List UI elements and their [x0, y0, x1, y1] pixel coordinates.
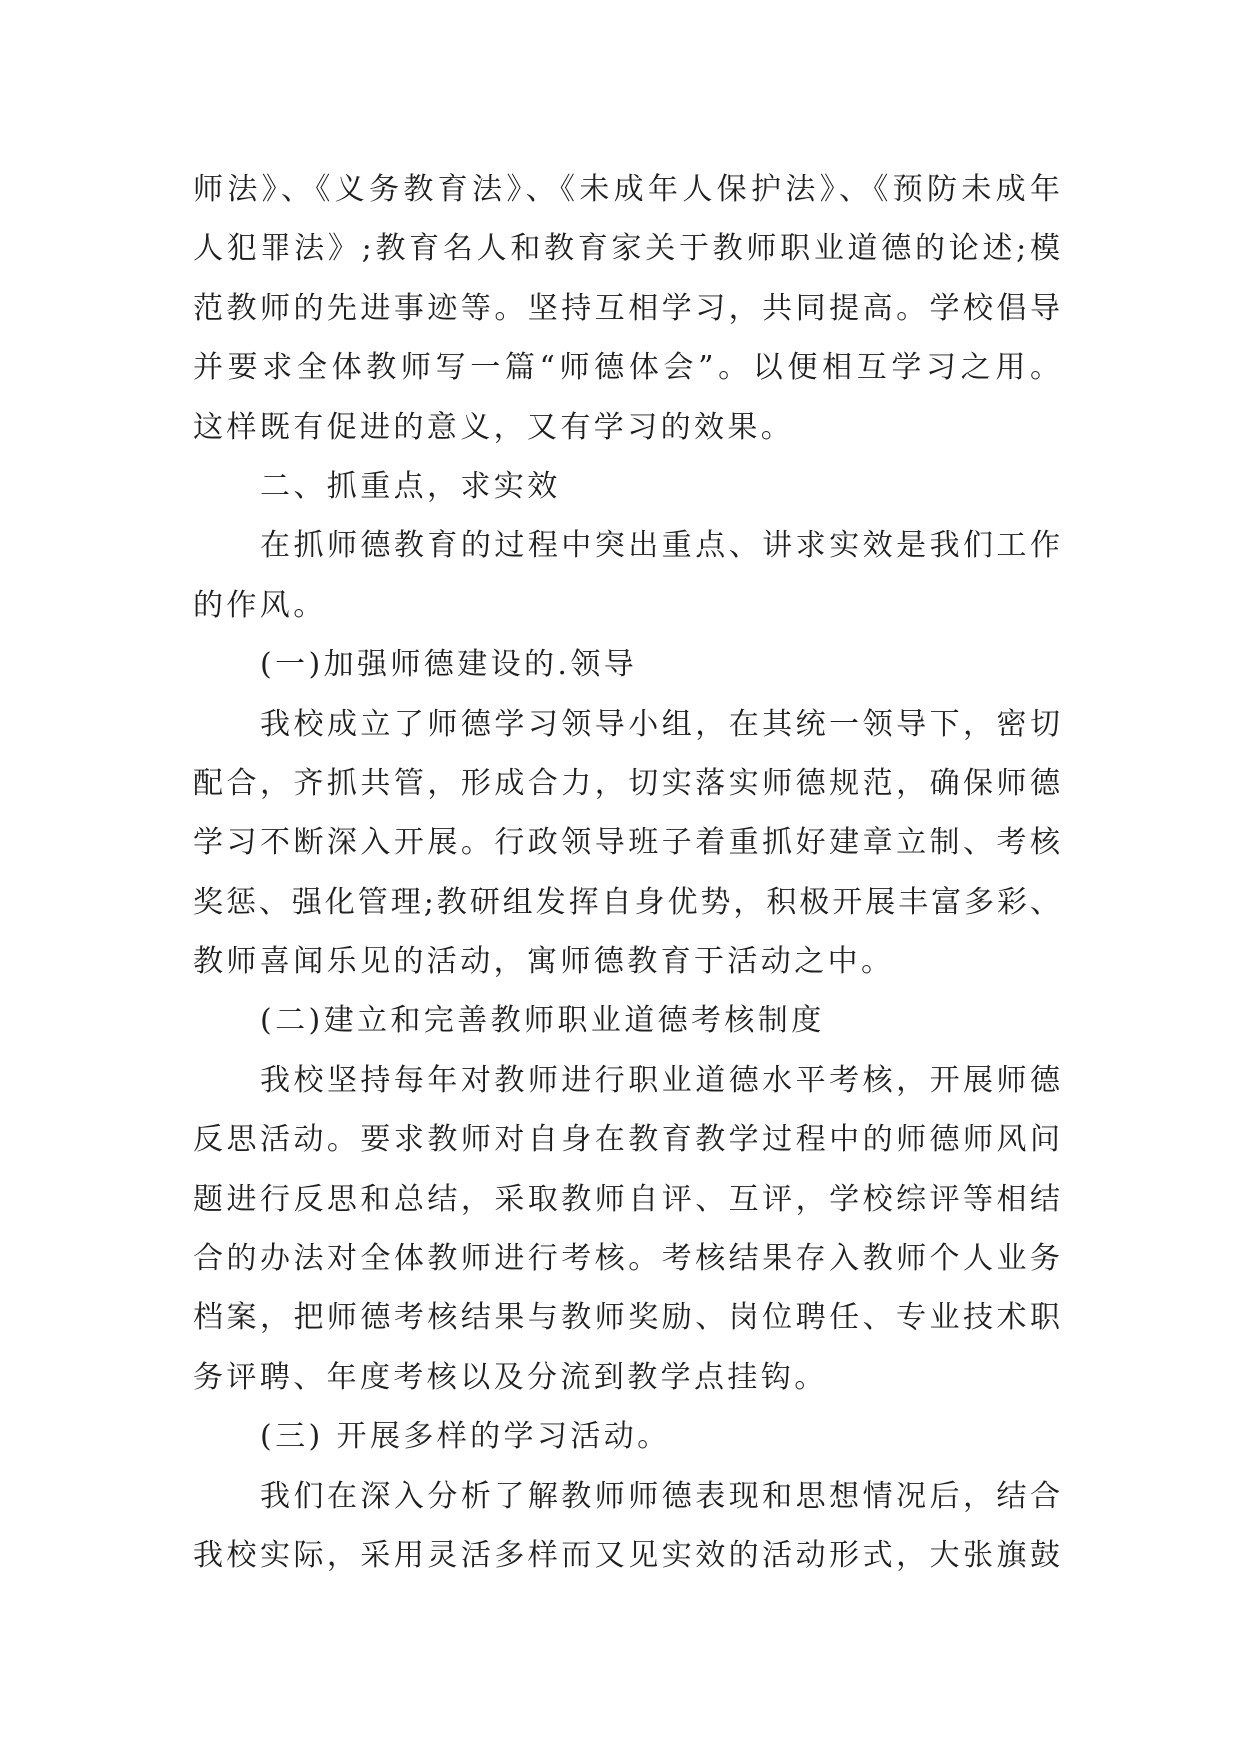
text-line: 题进行反思和总结，采取教师自评、互评，学校综评等相结: [193, 1181, 1060, 1217]
text-line: 的作风。: [193, 587, 327, 623]
paragraph: [193, 695, 1060, 992]
text-line: 人犯罪法》;教育名人和教育家关于教师职业道德的论述;模: [193, 231, 1060, 267]
section-heading-2: [193, 457, 1060, 516]
heading-line: (一)加强师德建设的.领导: [260, 647, 638, 683]
text-line: 在抓师德教育的过程中突出重点、讲求实效是我们工作: [260, 528, 1060, 564]
text-line: 合的办法对全体教师进行考核。考核结果存入教师个人业务: [193, 1241, 1060, 1277]
heading-line: (三) 开展多样的学习活动。: [260, 1419, 671, 1455]
paragraph: [193, 516, 1060, 635]
text-line: 范教师的先进事迹等。坚持互相学习，共同提高。学校倡导: [193, 290, 1060, 326]
text-line: 教师喜闻乐见的活动，寓师德教育于活动之中。: [193, 944, 895, 980]
text-line: 档案，把师德考核结果与教师奖励、岗位聘任、专业技术职: [193, 1300, 1060, 1336]
text-line: 奖惩、强化管理;教研组发挥自身优势，积极开展丰富多彩、: [193, 884, 1060, 920]
heading-line: (二)建立和完善教师职业道德考核制度: [260, 1003, 825, 1039]
subsection-heading-2: [193, 991, 1060, 1050]
text-line: 师法》、《义务教育法》、《未成年人保护法》、《预防未成年: [193, 172, 1060, 207]
text-line: 我校坚持每年对教师进行职业道德水平考核，开展师德: [260, 1062, 1060, 1098]
subsection-heading-3: [193, 1407, 1060, 1466]
paragraph-continuation: [193, 160, 1060, 457]
text-line: 配合，齐抓共管，形成合力，切实落实师德规范，确保师德: [193, 765, 1060, 801]
text-line: 我校实际，采用灵活多样而又见实效的活动形式，大张旗鼓: [193, 1537, 1060, 1573]
document-body: [193, 160, 1060, 1585]
text-line: 我们在深入分析了解教师师德表现和思想情况后，结合: [260, 1478, 1060, 1514]
text-line: 务评聘、年度考核以及分流到教学点挂钩。: [193, 1359, 828, 1395]
text-line: 并要求全体教师写一篇“师德体会”。以便相互学习之用。: [193, 350, 1060, 386]
text-line: 这样既有促进的意义，又有学习的效果。: [193, 409, 795, 445]
paragraph: [193, 1467, 1060, 1586]
text-line: 我校成立了师德学习领导小组，在其统一领导下，密切: [260, 706, 1060, 742]
text-line: 学习不断深入开展。行政领导班子着重抓好建章立制、考核: [193, 825, 1060, 861]
paragraph: [193, 1051, 1060, 1407]
heading-line: 二、抓重点，求实效: [260, 468, 561, 504]
subsection-heading-1: [193, 635, 1060, 694]
text-line: 反思活动。要求教师对自身在教育教学过程中的师德师风问: [193, 1122, 1060, 1158]
